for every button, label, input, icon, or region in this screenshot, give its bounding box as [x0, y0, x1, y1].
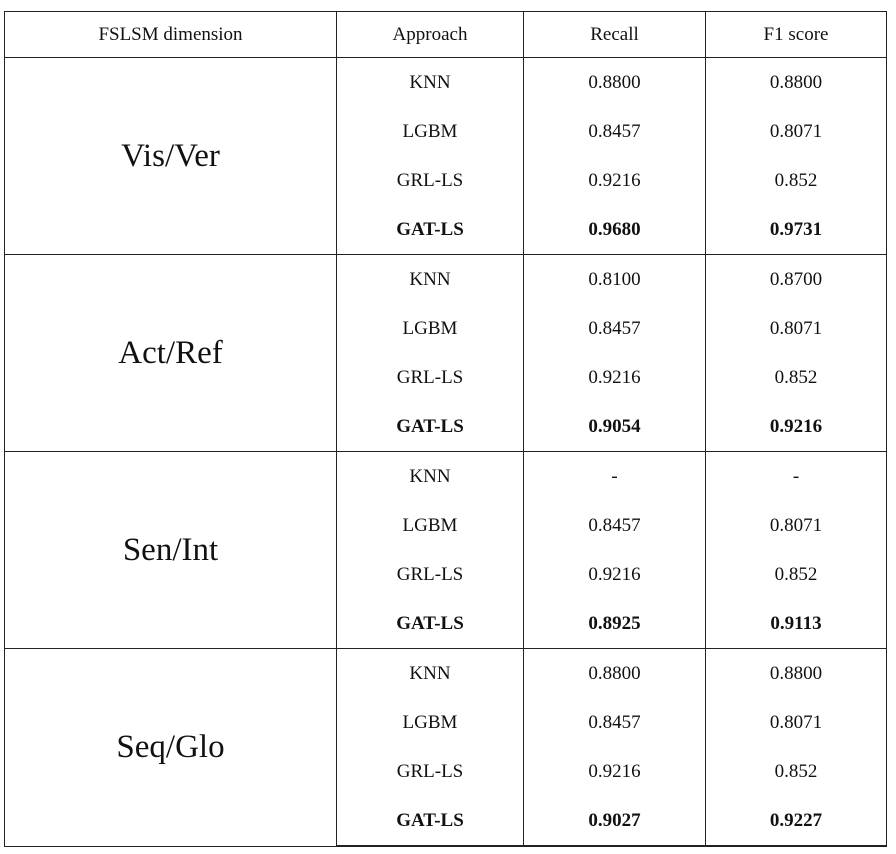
approach-cell: GAT-LS: [337, 796, 524, 846]
f1-cell: 0.8071: [706, 501, 887, 550]
header-recall: Recall: [524, 12, 706, 58]
approach-cell: GRL-LS: [337, 156, 524, 205]
recall-cell: 0.9216: [524, 550, 706, 599]
f1-cell: 0.9216: [706, 402, 887, 452]
recall-cell: 0.8925: [524, 599, 706, 649]
recall-cell: 0.8457: [524, 501, 706, 550]
approach-cell: GRL-LS: [337, 353, 524, 402]
f1-cell: 0.852: [706, 550, 887, 599]
f1-cell: 0.852: [706, 156, 887, 205]
dimension-cell: Act/Ref: [5, 255, 337, 452]
f1-cell: 0.852: [706, 747, 887, 796]
f1-cell: 0.852: [706, 353, 887, 402]
recall-cell: 0.8457: [524, 304, 706, 353]
header-f1-score: F1 score: [706, 12, 887, 58]
results-table: [4, 11, 887, 847]
approach-cell: KNN: [337, 649, 524, 699]
recall-cell: 0.9680: [524, 205, 706, 255]
recall-cell: 0.9054: [524, 402, 706, 452]
table-row: [5, 255, 887, 305]
approach-cell: GRL-LS: [337, 550, 524, 599]
f1-cell: 0.8700: [706, 255, 887, 305]
approach-cell: GAT-LS: [337, 402, 524, 452]
approach-cell: GAT-LS: [337, 599, 524, 649]
approach-cell: LGBM: [337, 698, 524, 747]
recall-cell: 0.9027: [524, 796, 706, 846]
header-dimension: FSLSM dimension: [5, 12, 337, 58]
table-row: [5, 649, 887, 699]
recall-cell: 0.9216: [524, 747, 706, 796]
f1-cell: 0.8800: [706, 58, 887, 108]
recall-cell: 0.8457: [524, 107, 706, 156]
f1-cell: -: [706, 452, 887, 502]
approach-cell: KNN: [337, 255, 524, 305]
table-row: [5, 452, 887, 502]
recall-cell: 0.9216: [524, 156, 706, 205]
recall-cell: 0.8100: [524, 255, 706, 305]
f1-cell: 0.9227: [706, 796, 887, 846]
f1-cell: 0.8071: [706, 107, 887, 156]
f1-cell: 0.8071: [706, 698, 887, 747]
approach-cell: LGBM: [337, 304, 524, 353]
header-row: [5, 12, 887, 58]
dimension-cell: Seq/Glo: [5, 649, 337, 847]
results-table-container: [4, 11, 887, 847]
recall-cell: 0.9216: [524, 353, 706, 402]
approach-cell: LGBM: [337, 107, 524, 156]
recall-cell: 0.8800: [524, 649, 706, 699]
approach-cell: GRL-LS: [337, 747, 524, 796]
recall-cell: 0.8457: [524, 698, 706, 747]
f1-cell: 0.8800: [706, 649, 887, 699]
approach-cell: GAT-LS: [337, 205, 524, 255]
recall-cell: -: [524, 452, 706, 502]
f1-cell: 0.9731: [706, 205, 887, 255]
dimension-cell: Sen/Int: [5, 452, 337, 649]
recall-cell: 0.8800: [524, 58, 706, 108]
approach-cell: LGBM: [337, 501, 524, 550]
f1-cell: 0.8071: [706, 304, 887, 353]
approach-cell: KNN: [337, 58, 524, 108]
table-row: [5, 58, 887, 108]
dimension-cell: Vis/Ver: [5, 58, 337, 255]
f1-cell: 0.9113: [706, 599, 887, 649]
header-approach: Approach: [337, 12, 524, 58]
approach-cell: KNN: [337, 452, 524, 502]
